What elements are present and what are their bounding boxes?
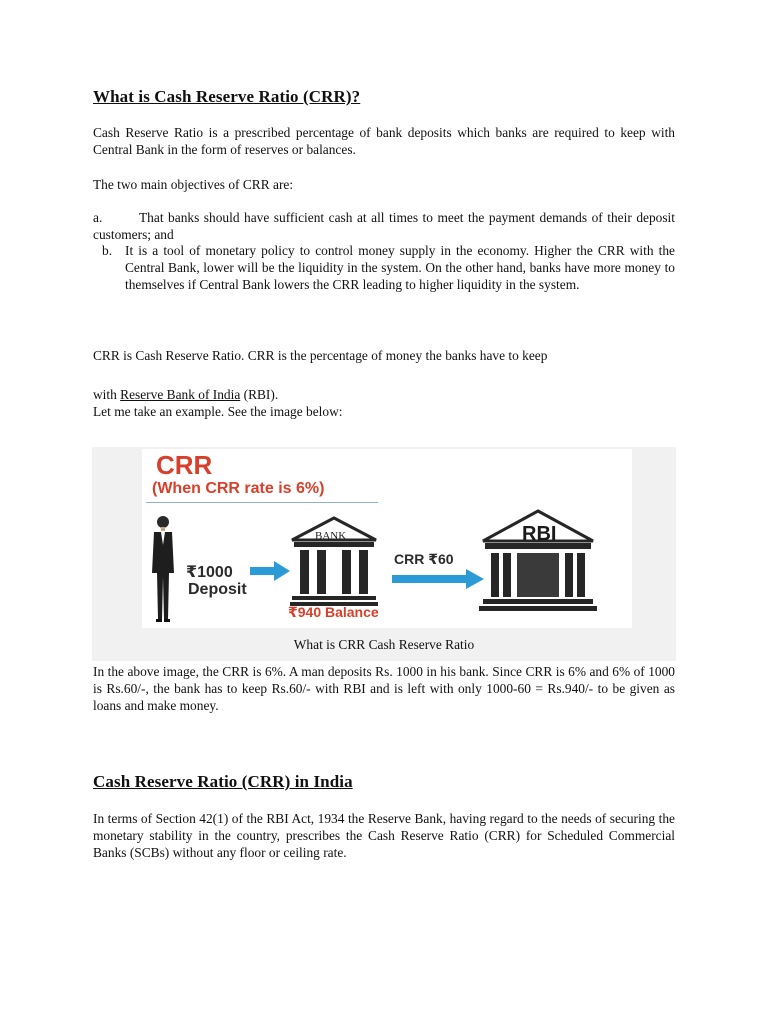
with-suffix: (RBI). <box>240 387 279 402</box>
rbi-reference-line <box>93 386 278 403</box>
figure-divider <box>146 502 378 503</box>
list-marker: b. <box>102 243 113 258</box>
example-line: Let me take an example. See the image below: <box>93 404 343 419</box>
man-icon <box>150 515 176 623</box>
deposit-arrow-icon <box>250 560 290 582</box>
figure-subtitle: (When CRR rate is 6%) <box>152 480 325 497</box>
crr-intro-paragraph: Cash Reserve Ratio is a prescribed percentage of bank deposits which banks are required to keep with Central Bank in the form of reserves or balances. <box>93 125 675 157</box>
section-heading-crr-india: Cash Reserve Ratio (CRR) in India <box>93 772 353 791</box>
crr-definition-line: CRR is Cash Reserve Ratio. CRR is the percentage of money the banks have to keep <box>93 348 548 363</box>
deposit-amount: ₹1000 <box>186 564 233 581</box>
rbi-link[interactable]: Reserve Bank of India <box>120 387 241 402</box>
list-marker: a. <box>93 210 103 225</box>
figure-caption: What is CRR Cash Reserve Ratio <box>293 637 475 652</box>
figure-title: CRR <box>156 450 213 480</box>
deposit-label: Deposit <box>188 581 247 598</box>
balance-label: ₹940 Balance <box>288 604 379 620</box>
rbi-label: RBI <box>522 523 557 545</box>
bank-label: BANK <box>315 530 347 542</box>
list-item-text: It is a tool of monetary policy to control money supply in the economy. Higher the CRR with the Central Bank, lower will be the liquidity in the system. On the other hand, banks have more money to themselves if Central Bank lowers the CRR leading to higher liquidity in the system. <box>125 243 675 292</box>
list-item-text: That banks should have sufficient cash at all times to meet the payment demands of their deposit customers; and <box>93 210 675 242</box>
section-heading-crr: What is Cash Reserve Ratio (CRR)? <box>93 87 361 106</box>
with-prefix: with <box>93 387 121 402</box>
objectives-lead: The two main objectives of CRR are: <box>93 177 294 192</box>
crr-india-paragraph: In terms of Section 42(1) of the RBI Act, 1934 the Reserve Bank, having regard to the needs of securing the monetary stability in the country, prescribes the Cash Reserve Ratio (CRR) for Scheduled Commercial Banks (SCBs) without any floor or ceiling rate. <box>93 811 675 860</box>
objective-item-a <box>93 209 675 243</box>
explanation-paragraph: In the above image, the CRR is 6%. A man deposits Rs. 1000 in his bank. Since CRR is 6% and 6% of 1000 is Rs.60/-, the bank has to keep Rs.60/- with RBI and is left with only 1000-60 = Rs.940/- to be given as loans and make money. <box>93 664 675 713</box>
transfer-label: CRR ₹60 <box>394 551 454 567</box>
transfer-arrow-icon <box>392 568 484 590</box>
objective-item-b <box>93 242 675 312</box>
crr-illustration <box>142 449 632 628</box>
